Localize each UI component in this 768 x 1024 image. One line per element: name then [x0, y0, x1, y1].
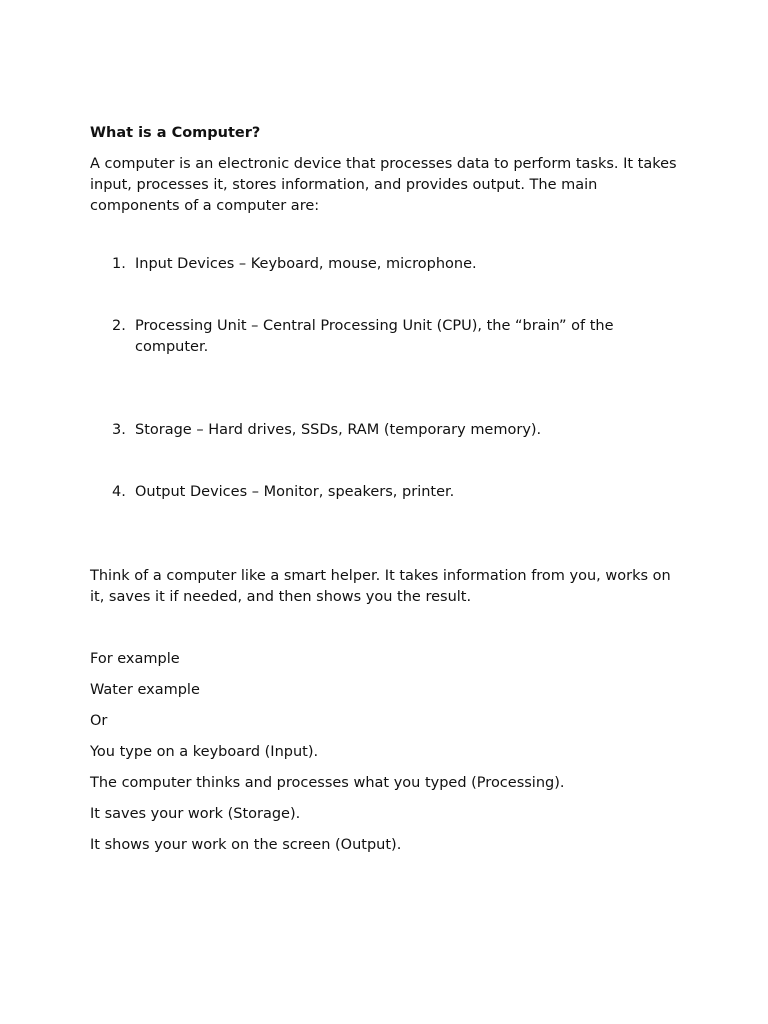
list-item [90, 316, 680, 358]
list-item-text: Storage – Hard drives, SSDs, RAM (temporary memory). [135, 422, 542, 438]
list-item-text: Input Devices – Keyboard, mouse, microphone. [135, 256, 477, 272]
example-line: It shows your work on the screen (Output). [90, 837, 402, 853]
example-line: You type on a keyboard (Input). [90, 744, 319, 760]
example-line: It saves your work (Storage). [90, 806, 301, 822]
intro-paragraph: A computer is an electronic device that processes data to perform tasks. It takes input, processes it, stores information, and provides output. The main components of a computer are: [90, 156, 677, 214]
document-page [90, 123, 680, 856]
example-line: Or [90, 713, 108, 729]
list-item-text: Output Devices – Monitor, speakers, printer. [135, 484, 455, 500]
example-line: Water example [90, 682, 200, 698]
list-number: 2. [112, 318, 126, 334]
list-number: 3. [112, 422, 126, 438]
list-item [90, 420, 680, 441]
list-item [90, 254, 680, 275]
list-number: 4. [112, 484, 126, 500]
list-item [90, 482, 680, 503]
document-title: What is a Computer? [90, 125, 261, 141]
example-line: For example [90, 651, 180, 667]
list-number: 1. [112, 256, 126, 272]
example-line: The computer thinks and processes what you typed (Processing). [90, 775, 565, 791]
helper-paragraph: Think of a computer like a smart helper. It takes information from you, works on it, saves it if needed, and then shows you the result. [90, 568, 671, 605]
components-list [90, 254, 680, 503]
list-item-text: Processing Unit – Central Processing Unit (CPU), the “brain” of the computer. [135, 318, 614, 355]
